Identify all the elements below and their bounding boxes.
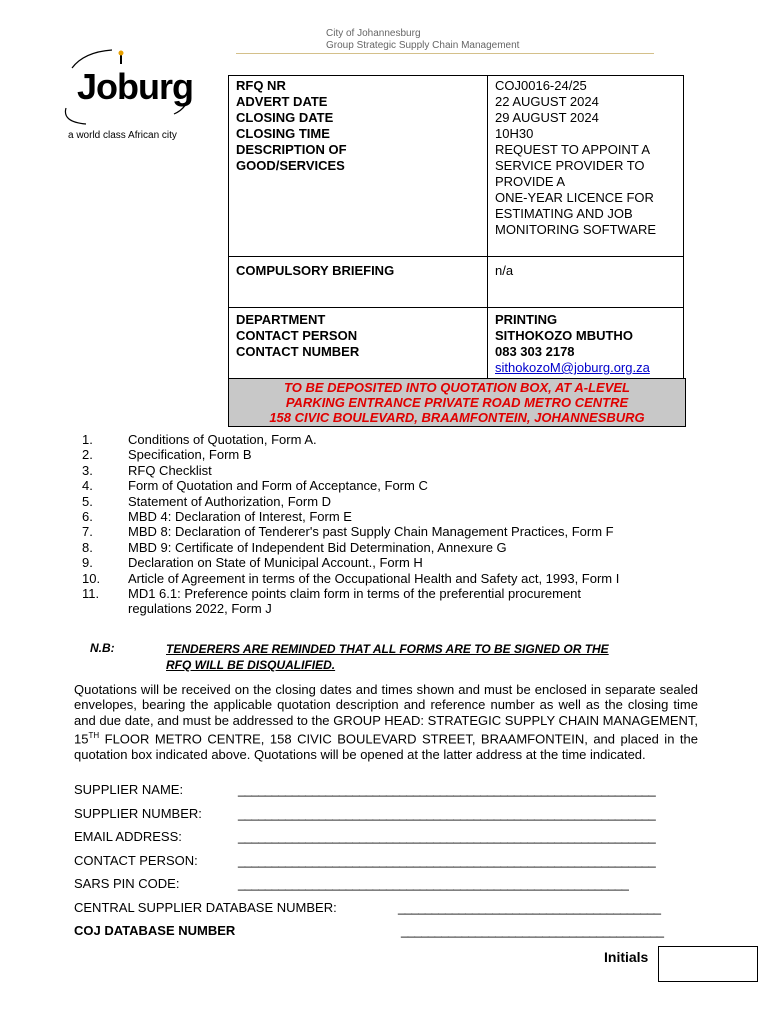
sars-pin-label: SARS PIN CODE: [74, 876, 180, 891]
list-number: 7. [82, 524, 93, 540]
list-item [72, 586, 668, 617]
list-number: 4. [82, 478, 93, 494]
nb-label: N.B: [90, 641, 115, 655]
contact-email-link[interactable]: sithokozoM@joburg.org.za [495, 360, 650, 375]
rfq-nr-value: COJ0016-24/25 [495, 78, 587, 93]
supplier-name-field[interactable]: ______________________________________________________________ [238, 782, 656, 797]
rfq-labels-cell [229, 76, 488, 257]
initials-box[interactable] [658, 946, 758, 982]
list-item [72, 478, 668, 493]
csd-number-field[interactable]: _______________________________________ [398, 900, 661, 915]
department-value: PRINTING [495, 312, 558, 327]
documents-list [72, 432, 668, 617]
description-label-1: DESCRIPTION OF [236, 142, 347, 157]
list-text: MBD 8: Declaration of Tenderer's past Supply Chain Management Practices, Form F [128, 524, 614, 540]
submission-paragraph [74, 682, 698, 762]
briefing-value: n/a [488, 257, 684, 308]
header-rule [236, 53, 654, 54]
list-text: Conditions of Quotation, Form A. [128, 432, 317, 447]
closing-time-label: CLOSING TIME [236, 126, 330, 141]
list-item [72, 432, 668, 447]
list-number: 9. [82, 555, 93, 571]
deposit-banner [228, 378, 686, 427]
logo-tagline: a world class African city [68, 130, 177, 141]
description-line: PROVIDE A [495, 174, 566, 189]
nb-line-1: TENDERERS ARE REMINDED THAT ALL FORMS ARE TO BE SIGNED OR THE [166, 642, 609, 656]
list-text: MD1 6.1: Preference points claim form in terms of the preferential procurement regulations 2022, Form J [128, 586, 582, 617]
paragraph-part-2: FLOOR METRO CENTRE, 158 CIVIC BOULEVARD STREET, BRAAMFONTEIN, and placed in the quotation box indicated above. Quotations will be opened at the latter address at the time indicated. [74, 731, 698, 762]
contact-number-label: CONTACT NUMBER [236, 344, 360, 359]
contact-person-label: CONTACT PERSON [236, 328, 358, 343]
list-number: 10. [82, 570, 101, 586]
list-text: Form of Quotation and Form of Acceptance, Form C [128, 478, 428, 494]
header-org: City of Johannesburg [326, 28, 421, 39]
coj-number-field[interactable]: _______________________________________ [401, 923, 664, 938]
list-text: Declaration on State of Municipal Account., Form H [128, 555, 423, 571]
deposit-line-1: TO BE DEPOSITED INTO QUOTATION BOX, AT A-LEVEL [284, 380, 630, 395]
contact-row [229, 308, 684, 379]
paragraph-part-1: Quotations will be received on the closing dates and times shown and must be enclosed in separate sealed envelopes, bearing the applicable quotation description and reference number as well as the closing time and due date, and must be addressed to the GROUP HEAD: STRATEGIC SUPPLY CHAIN MANAGEMENT, 15 [74, 682, 698, 747]
list-number: 2. [82, 447, 93, 463]
nb-text [166, 641, 686, 673]
description-label-2: GOOD/SERVICES [236, 158, 345, 173]
list-number: 3. [82, 462, 93, 478]
description-line: ONE-YEAR LICENCE FOR [495, 190, 654, 205]
list-item [72, 494, 668, 509]
contact-person-label: CONTACT PERSON: [74, 853, 198, 868]
closing-date-label: CLOSING DATE [236, 110, 334, 125]
rfq-nr-label: RFQ NR [236, 78, 286, 93]
list-item [72, 555, 668, 570]
description-line: ESTIMATING AND JOB [495, 206, 633, 221]
list-item [72, 463, 668, 478]
list-item [72, 509, 668, 524]
closing-date-value: 29 AUGUST 2024 [495, 110, 599, 125]
contact-number-value: 083 303 2178 [495, 344, 575, 359]
rfq-table [228, 75, 684, 379]
email-address-label: EMAIL ADDRESS: [74, 829, 182, 844]
contact-person-value: SITHOKOZO MBUTHO [495, 328, 633, 343]
description-line: REQUEST TO APPOINT A [495, 142, 651, 157]
rfq-summary-row [229, 76, 684, 257]
nb-line-2: RFQ WILL BE DISQUALIFIED. [166, 658, 336, 672]
rfq-values-cell [488, 76, 684, 257]
list-number: 1. [82, 432, 93, 447]
description-line: MONITORING SOFTWARE [495, 222, 657, 237]
contact-person-field[interactable]: ______________________________________________________________ [238, 853, 656, 868]
list-number: 5. [82, 493, 93, 509]
csd-number-label: CENTRAL SUPPLIER DATABASE NUMBER: [74, 900, 337, 915]
list-item [72, 571, 668, 586]
paragraph-superscript: TH [88, 731, 100, 741]
list-text: Article of Agreement in terms of the Occupational Health and Safety act, 1993, Form I [128, 570, 620, 586]
list-text: MBD 4: Declaration of Interest, Form E [128, 509, 352, 525]
list-item [72, 540, 668, 555]
briefing-row [229, 257, 684, 308]
supplier-name-label: SUPPLIER NAME: [74, 782, 184, 797]
supplier-number-field[interactable]: ______________________________________________________________ [238, 806, 656, 821]
list-text: Specification, Form B [128, 447, 252, 463]
supplier-number-label: SUPPLIER NUMBER: [74, 806, 202, 821]
header-dept: Group Strategic Supply Chain Management [326, 40, 520, 51]
deposit-line-2: PARKING ENTRANCE PRIVATE ROAD METRO CENTRE [285, 395, 629, 410]
initials-label: Initials [604, 949, 649, 965]
list-text: MBD 9: Certificate of Independent Bid Determination, Annexure G [128, 539, 507, 555]
list-item [72, 447, 668, 462]
joburg-wordmark: Joburg [77, 66, 193, 107]
deposit-line-3: 158 CIVIC BOULEVARD, BRAAMFONTEIN, JOHANNESBURG [269, 410, 645, 425]
list-text: RFQ Checklist [128, 462, 212, 478]
contact-values-cell [488, 308, 684, 379]
advert-date-value: 22 AUGUST 2024 [495, 94, 599, 109]
list-number: 8. [82, 539, 93, 555]
closing-time-value: 10H30 [495, 126, 534, 141]
email-address-field[interactable]: ______________________________________________________________ [238, 829, 656, 844]
list-item [72, 524, 668, 539]
list-text: Statement of Authorization, Form D [128, 493, 332, 509]
department-label: DEPARTMENT [236, 312, 326, 327]
briefing-label: COMPULSORY BRIEFING [229, 257, 488, 308]
sars-pin-field[interactable]: __________________________________________________________ [238, 876, 629, 891]
list-number: 6. [82, 509, 93, 525]
contact-labels-cell [229, 308, 488, 379]
advert-date-label: ADVERT DATE [236, 94, 328, 109]
coj-number-label: COJ DATABASE NUMBER [74, 923, 236, 938]
description-line: SERVICE PROVIDER TO [495, 158, 645, 173]
list-number: 11. [82, 586, 100, 602]
